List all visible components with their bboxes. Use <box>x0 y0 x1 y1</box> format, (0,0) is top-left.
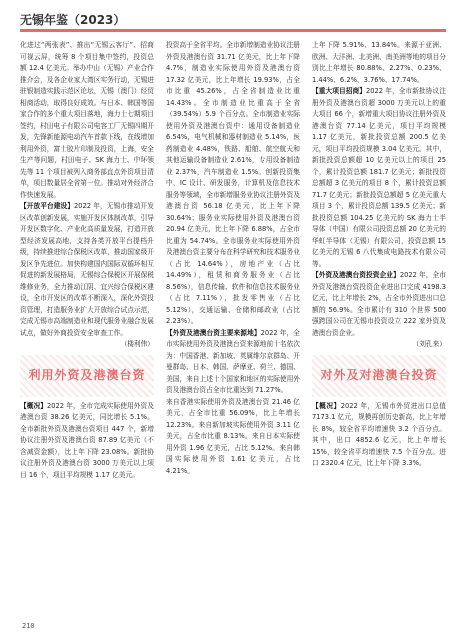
paragraph: 2022 年，全市完成实际使用外资及港澳台资 38.26 亿美元，同比增长 5.1%。全市新批外资及港澳台资项目 447 个，新增协议注册外资及港澳台资 87.89 亿美元（不含减资金额），比上年下降 23.08%。新批协议注册外资及港澳台资 3000 万美元以上项目 16 个，项目平均规模 1.17 亿美元。 <box>20 401 154 479</box>
header-rule <box>20 29 446 32</box>
running-title: 无锡年鉴（2023） <box>20 13 126 27</box>
paragraph: 来自香港实际使用外资及港澳台资 21.46 亿美元，占全市比重 56.09%，比上年增长 12.23%。来自新加坡实际使用外资 3.11 亿美元，占全市比重 8.13%。来自日本实际使用外资 1.96 亿美元，占比 5.12%。来自韩国实际使用外资 1.61 亿美元，占比 4.21%。 <box>166 397 300 475</box>
section-overview <box>20 401 154 482</box>
author-signature: （刘孔来） <box>412 340 446 348</box>
section-overview <box>312 401 446 470</box>
section-label: 【重大项目招商】 <box>312 87 367 95</box>
column-3 <box>312 40 446 470</box>
paragraph: 2022 年，全市新批协议注册外资及港澳台资超 3000 万美元以上的重大项目 66 个，新增重大项目协议注册外资及港澳台资 77.14 亿美元，项目平均规模 1.17 亿美元，新批投资总额 200.5 亿美元，项目平均投资规模 3.04 亿美元。其中，新批投资总额超 10 亿美元以上的项目 25 个，累计投资总额 181.7 亿美元；新批投资总额超 3 亿美元的项目 8 个，累计投资总额 71.7 亿美元；新批投资总额超 5 亿美元重大项目 3 个，累计投资总额 139.5 亿美元；新批投资总额 104.25 亿美元的 SK 海力士半导体（中国）有限公司投资总额 20 亿美元的华虹半导体（无锡）有限公司，投资总额 15 亿美元的无锡 6 八代集成电路技术有限公司等。 <box>312 87 446 268</box>
paragraph: 2022 年，无锡市外贸进出口总值 7173.1 亿元，规模再创历史新高，比上年增长 8%，较全省平均增速快 3.2 个百分点。其中，出口 4852.6 亿元，比上年增长 15%，较全省平均增速快 7.5 个百分点。进口 2320.4 亿元，比上年下降 3.3%。 <box>312 401 446 467</box>
section-label: 【概况】 <box>20 401 48 410</box>
section-label: 【外资及港澳台资主要来源地】 <box>166 328 261 337</box>
paragraph: 上年下降 5.91%、13.84%。来源于亚洲、欧洲、大洋洲、北美洲、南美洲等地的项目分别比上年增长 80.88%、2.27%、0.23%、1.44%、6.2%、3.76%、17.74%。 <box>312 41 446 84</box>
section-source <box>166 328 300 397</box>
paragraph: 投资高于全省平均。全市新增制造业协议注册外资及港澳台资 31.71 亿美元，比上年下降 4.7%，制造业实际使用外资及港澳台资 17.32 亿美元，比上年增长 19.93%，占全市比重 45.26%，占全省制造业比重 14.43%。全市制造业比重高于全省（39.54%）5.9 个百分点。全市制造业实际使用外资及港澳台资中：通用设备制造业 6.54%，电气机械和器材制造业 5.14%，医药制造业 4.48%，铁路、船舶、航空航天和其他运输设备制造业 2.61%，专用设备制造业 2.37%，汽车制造业 1.5%。创新投资集中，IC 设计、研发服务，计算机及信息技术服务等领域，全市新增服务业协议注册外资及港澳台资 56.18 亿美元，比上年下降 30.64%；服务业实际使用外资及港澳台资 20.94 亿美元，比上年下降 6.88%，占全市比重为 54.74%。全市服务业实际使用外资及港澳台资主要分布在科学研究和技术服务业（占比 14.64%），房地产业（占比 14.49%），租赁和商务服务业（占比 8.56%），信息传输、软件和信息技术服务业（占比 7.11%），批发零售业（占比 5.12%），交通运输、仓储和邮政业（占比 2.23%）。 <box>166 41 300 325</box>
section-banner: 利用外资及港澳台资 <box>20 355 154 397</box>
paragraph: 2022 年，全市外资及港澳台资投资企业进出口完成 4198.3 亿元，比上年增长 2%，占全市外资进出口总额的 56.9%。全市累计有 310 个世界 500 强跨国公司在无锡市投资设立 222 家外资及港澳台资企业。 <box>312 271 446 337</box>
column-1 <box>20 40 154 481</box>
section-label: 【外资及港澳台资投资企业】 <box>312 271 400 279</box>
paragraph: 化进过“两张表”、推出“无锡云客厅”、招商可视云屏，统筹 8 个项目集中签约，投资总额 12.4 亿美元。举办中山（无锡）产业合作推介会，及各企业家大湾区实务行动，无锡进驻银制造实践示范区论坛，无锡（澳门）经贸相商活动，取得良好成效。与日本、韩国等国家合作的多个重大项目落地，海力士七期项目签约，村田电子有限公司电容工厂无锡四期开发，先锋新能源电动汽车首款下线，在线增加利用外资，富士胶片印制及投资，上海，安全生产等问题，村田电子、SK 海力士、中环领先等 11 个项目被列入商务部直点外资项目清单，项目数量居全省第一位。推动对外经济合作快速发展。 <box>20 41 154 199</box>
section-label: 【开放平台建设】 <box>20 202 75 210</box>
section-open-platform <box>20 201 154 339</box>
section-major-projects <box>312 86 446 270</box>
column-2 <box>166 40 300 477</box>
section-label: 【概况】 <box>312 401 341 410</box>
paragraph: 2022 年，全市实际使用外资及港澳台资来源地前十名依次为：中国香港、新加坡、英属维尔京群岛、开曼群岛、日本、韩国、萨摩亚、荷兰、德国、美国，来自上述十个国家和地区的实际使用外资及港澳台资占全市比重达到 71.27%。 <box>166 328 300 394</box>
author-signature: （楼利伟） <box>120 340 154 348</box>
section-foreign-enterprises <box>312 270 446 339</box>
paragraph: 2022 年，无锡市推动开发区改革创新发展，实施开发区体制改革，引导开发区数字化、产业化高质量发展，打造开放型经济发展高地，支持各类开放平台提档升级，持续推进综合保税区改革，推动国家级开发区争先进位。加快构建国内国际双循环相互促进的新发展格局，无锡综合保税区开展保税维修业务，全力推动江阴、宜兴综合保税区建设，全市开发区的改革不断深入，深化外资投资管理，打造服务业扩大开放综合试点示范，完成无锡市高端制造业和现代服务业融合发展试点，做好外商投资安全审查工作。 <box>20 202 154 337</box>
section-banner: 对外及对港澳台投资 <box>312 355 446 397</box>
page-number: 210 <box>22 622 35 630</box>
